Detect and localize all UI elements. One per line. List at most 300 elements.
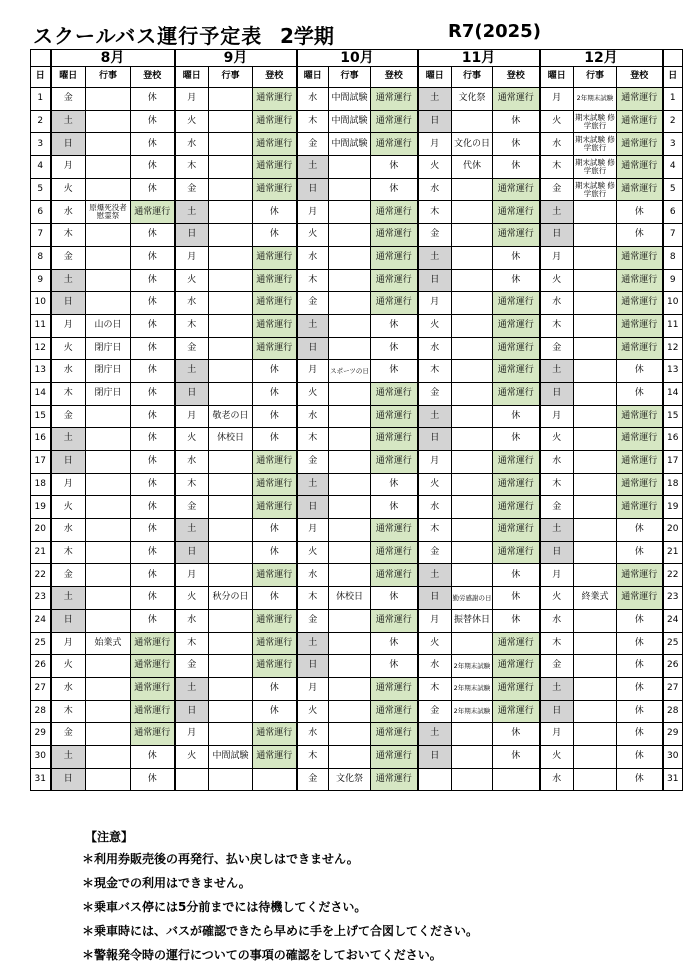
attendance-cell: 通常運行 (493, 224, 540, 247)
event-cell (86, 451, 131, 474)
weekday-cell: 月 (540, 723, 574, 746)
event-cell (209, 655, 253, 678)
event-cell (574, 768, 617, 791)
day-number: 14 (663, 382, 683, 405)
day-number: 25 (31, 632, 51, 655)
weekday-cell: 火 (418, 314, 452, 337)
attendance-cell: 休 (131, 382, 175, 405)
attendance-cell: 休 (131, 473, 175, 496)
event-cell: 文化祭 (329, 768, 371, 791)
weekday-column-header: 曜日 (540, 67, 574, 88)
attendance-cell: 休 (493, 745, 540, 768)
day-number: 20 (663, 519, 683, 542)
attendance-cell: 休 (253, 382, 297, 405)
weekday-cell: 金 (297, 609, 329, 632)
event-cell (86, 246, 131, 269)
event-cell (86, 677, 131, 700)
attendance-cell: 通常運行 (371, 292, 418, 315)
weekday-cell: 水 (297, 564, 329, 587)
attendance-cell: 通常運行 (617, 133, 663, 156)
table-row (31, 541, 683, 564)
event-cell (574, 337, 617, 360)
event-cell (574, 723, 617, 746)
attendance-cell: 通常運行 (371, 745, 418, 768)
weekday-cell: 火 (175, 269, 209, 292)
attendance-cell: 通常運行 (617, 292, 663, 315)
event-cell (329, 496, 371, 519)
month-header: 11月 (418, 50, 540, 67)
attendance-cell: 通常運行 (253, 451, 297, 474)
weekday-cell: 火 (540, 745, 574, 768)
attendance-cell: 通常運行 (131, 632, 175, 655)
day-number: 27 (31, 677, 51, 700)
weekday-cell: 金 (540, 178, 574, 201)
attendance-cell: 通常運行 (617, 564, 663, 587)
weekday-cell: 水 (540, 451, 574, 474)
event-cell (86, 156, 131, 179)
corner-cell (663, 50, 683, 67)
attendance-cell: 通常運行 (253, 156, 297, 179)
weekday-cell: 日 (540, 541, 574, 564)
corner-cell (31, 50, 51, 67)
weekday-cell: 火 (175, 428, 209, 451)
weekday-cell: 木 (540, 156, 574, 179)
event-cell: 期末試験 修学旅行 (574, 110, 617, 133)
attendance-cell: 通常運行 (253, 314, 297, 337)
table-row (31, 156, 683, 179)
attendance-cell: 休 (371, 587, 418, 610)
attendance-cell: 通常運行 (617, 473, 663, 496)
day-number: 29 (31, 723, 51, 746)
event-cell: 2年期末試験 (452, 700, 493, 723)
note-item: ＊利用券販売後の再発行、払い戻しはできません。 (82, 852, 359, 866)
event-cell (452, 178, 493, 201)
table-row (31, 405, 683, 428)
weekday-cell: 土 (51, 269, 86, 292)
day-number: 5 (663, 178, 683, 201)
weekday-cell: 日 (175, 382, 209, 405)
weekday-cell: 木 (175, 473, 209, 496)
weekday-cell: 土 (51, 745, 86, 768)
weekday-cell: 金 (297, 292, 329, 315)
day-number: 12 (663, 337, 683, 360)
attendance-cell: 休 (493, 269, 540, 292)
event-cell (86, 745, 131, 768)
attendance-cell: 通常運行 (253, 269, 297, 292)
weekday-cell: 土 (418, 88, 452, 111)
day-number: 8 (663, 246, 683, 269)
table-row (31, 519, 683, 542)
event-column-header: 行事 (209, 67, 253, 88)
attendance-cell: 休 (131, 292, 175, 315)
weekday-cell: 月 (297, 360, 329, 383)
event-cell (452, 745, 493, 768)
event-cell (574, 473, 617, 496)
event-cell: 山の日 (86, 314, 131, 337)
attendance-cell: 休 (131, 405, 175, 428)
weekday-cell: 日 (418, 745, 452, 768)
attendance-cell: 通常運行 (253, 655, 297, 678)
attendance-cell: 通常運行 (371, 133, 418, 156)
attendance-cell: 休 (131, 745, 175, 768)
day-number: 17 (31, 451, 51, 474)
weekday-cell: 月 (51, 156, 86, 179)
event-cell (209, 246, 253, 269)
day-number: 10 (31, 292, 51, 315)
day-number: 16 (663, 428, 683, 451)
day-number: 19 (663, 496, 683, 519)
event-cell: 振替休日 (452, 609, 493, 632)
attendance-cell: 通常運行 (617, 246, 663, 269)
month-header: 10月 (297, 50, 418, 67)
event-cell: 中間試験 (209, 745, 253, 768)
attendance-cell: 休 (617, 360, 663, 383)
table-row (31, 314, 683, 337)
weekday-cell: 日 (51, 768, 86, 791)
attendance-column-header: 登校 (253, 67, 297, 88)
attendance-cell: 通常運行 (493, 632, 540, 655)
event-column-header: 行事 (86, 67, 131, 88)
event-cell (329, 609, 371, 632)
weekday-cell: 金 (175, 496, 209, 519)
event-cell (86, 133, 131, 156)
attendance-cell: 休 (253, 360, 297, 383)
day-number: 20 (31, 519, 51, 542)
attendance-cell: 通常運行 (617, 405, 663, 428)
weekday-cell: 金 (540, 496, 574, 519)
attendance-cell: 通常運行 (493, 655, 540, 678)
attendance-cell: 通常運行 (493, 360, 540, 383)
day-number: 9 (663, 269, 683, 292)
weekday-cell: 水 (297, 723, 329, 746)
weekday-cell: 月 (297, 519, 329, 542)
table-row (31, 745, 683, 768)
attendance-cell: 休 (131, 269, 175, 292)
weekday-cell: 土 (51, 428, 86, 451)
weekday-cell: 金 (540, 337, 574, 360)
attendance-cell: 休 (371, 314, 418, 337)
weekday-cell: 火 (175, 745, 209, 768)
attendance-cell: 通常運行 (371, 451, 418, 474)
table-row (31, 201, 683, 224)
weekday-cell: 土 (418, 723, 452, 746)
attendance-cell: 通常運行 (493, 88, 540, 111)
weekday-cell: 日 (175, 700, 209, 723)
event-cell (209, 292, 253, 315)
weekday-cell: 水 (175, 133, 209, 156)
event-cell (86, 224, 131, 247)
attendance-cell: 休 (371, 360, 418, 383)
weekday-cell: 木 (418, 677, 452, 700)
event-cell: 休校日 (209, 428, 253, 451)
attendance-cell: 通常運行 (617, 337, 663, 360)
table-row (31, 587, 683, 610)
weekday-cell: 火 (418, 632, 452, 655)
weekday-cell: 金 (51, 88, 86, 111)
column-header-row (31, 67, 683, 88)
day-number: 29 (663, 723, 683, 746)
attendance-cell: 通常運行 (617, 587, 663, 610)
event-cell (574, 382, 617, 405)
attendance-cell: 休 (253, 587, 297, 610)
event-cell (329, 541, 371, 564)
day-number: 3 (31, 133, 51, 156)
weekday-cell: 水 (418, 178, 452, 201)
weekday-cell: 土 (418, 564, 452, 587)
attendance-cell: 休 (253, 677, 297, 700)
event-cell (329, 178, 371, 201)
attendance-cell: 休 (253, 700, 297, 723)
event-cell (86, 473, 131, 496)
page-title: スクールバス運行予定表 (33, 24, 263, 48)
note-item: ＊乗車時には、バスが確認できたら早めに手を上げて合図してください。 (82, 924, 479, 938)
attendance-cell: 通常運行 (371, 382, 418, 405)
weekday-cell: 水 (51, 519, 86, 542)
weekday-cell: 日 (175, 224, 209, 247)
weekday-cell: 木 (540, 314, 574, 337)
event-cell (209, 541, 253, 564)
attendance-cell: 休 (131, 88, 175, 111)
event-cell (86, 88, 131, 111)
weekday-cell: 月 (540, 564, 574, 587)
weekday-cell: 金 (418, 541, 452, 564)
weekday-cell: 金 (51, 723, 86, 746)
weekday-cell: 土 (297, 473, 329, 496)
attendance-cell: 通常運行 (493, 541, 540, 564)
attendance-cell: 通常運行 (493, 201, 540, 224)
weekday-cell: 月 (418, 609, 452, 632)
weekday-cell: 金 (540, 655, 574, 678)
day-number: 17 (663, 451, 683, 474)
attendance-cell: 休 (617, 519, 663, 542)
weekday-cell: 木 (297, 269, 329, 292)
event-column-header: 行事 (452, 67, 493, 88)
attendance-cell: 通常運行 (617, 451, 663, 474)
attendance-cell: 通常運行 (253, 496, 297, 519)
day-number: 27 (663, 677, 683, 700)
event-cell (86, 292, 131, 315)
event-cell (329, 655, 371, 678)
weekday-cell: 金 (51, 405, 86, 428)
day-number: 11 (31, 314, 51, 337)
attendance-cell: 通常運行 (493, 178, 540, 201)
day-number: 18 (31, 473, 51, 496)
attendance-cell: 通常運行 (371, 564, 418, 587)
attendance-cell: 通常運行 (253, 88, 297, 111)
weekday-cell: 土 (418, 405, 452, 428)
event-cell (209, 224, 253, 247)
attendance-cell: 休 (617, 768, 663, 791)
attendance-cell: 通常運行 (253, 609, 297, 632)
event-cell: 原爆死没者慰霊祭 (86, 201, 131, 224)
event-column-header: 行事 (329, 67, 371, 88)
event-cell (452, 292, 493, 315)
table-row (31, 337, 683, 360)
event-cell (209, 88, 253, 111)
event-cell (574, 360, 617, 383)
day-number: 9 (31, 269, 51, 292)
event-cell (209, 519, 253, 542)
weekday-cell (175, 768, 209, 791)
weekday-cell: 水 (297, 405, 329, 428)
weekday-cell: 土 (175, 360, 209, 383)
attendance-cell: 通常運行 (371, 428, 418, 451)
event-cell (86, 178, 131, 201)
event-cell (329, 519, 371, 542)
weekday-cell: 火 (540, 428, 574, 451)
bus-schedule-table (30, 49, 683, 791)
day-number: 13 (31, 360, 51, 383)
weekday-cell: 月 (175, 723, 209, 746)
table-row (31, 178, 683, 201)
day-number: 26 (31, 655, 51, 678)
event-cell (574, 632, 617, 655)
event-cell (209, 632, 253, 655)
weekday-cell: 火 (51, 178, 86, 201)
day-number: 7 (663, 224, 683, 247)
weekday-cell: 土 (540, 519, 574, 542)
attendance-column-header: 登校 (493, 67, 540, 88)
day-number: 1 (31, 88, 51, 111)
event-cell (574, 700, 617, 723)
month-header: 8月 (51, 50, 175, 67)
weekday-cell: 火 (297, 224, 329, 247)
event-cell (209, 178, 253, 201)
event-cell (574, 519, 617, 542)
event-cell (209, 677, 253, 700)
attendance-cell: 通常運行 (617, 110, 663, 133)
weekday-cell: 水 (51, 677, 86, 700)
day-number: 14 (31, 382, 51, 405)
weekday-cell: 日 (175, 541, 209, 564)
table-row (31, 246, 683, 269)
weekday-cell: 火 (418, 156, 452, 179)
attendance-cell: 通常運行 (371, 768, 418, 791)
attendance-cell: 休 (617, 745, 663, 768)
attendance-cell: 通常運行 (253, 632, 297, 655)
weekday-cell: 日 (51, 609, 86, 632)
event-cell (574, 655, 617, 678)
weekday-cell: 日 (540, 700, 574, 723)
event-cell (452, 428, 493, 451)
note-item: ＊乗車バス停には5分前までには待機してください。 (82, 900, 367, 914)
day-number: 30 (31, 745, 51, 768)
attendance-cell: 休 (493, 156, 540, 179)
event-cell (86, 723, 131, 746)
event-cell (209, 609, 253, 632)
attendance-cell: 通常運行 (371, 269, 418, 292)
weekday-cell: 月 (51, 473, 86, 496)
weekday-cell: 木 (51, 700, 86, 723)
event-cell (329, 246, 371, 269)
attendance-cell: 通常運行 (371, 541, 418, 564)
attendance-cell: 通常運行 (253, 564, 297, 587)
event-cell: スポーツの日 (329, 360, 371, 383)
attendance-cell: 通常運行 (493, 314, 540, 337)
event-cell: 敬老の日 (209, 405, 253, 428)
event-cell (329, 745, 371, 768)
event-cell (452, 246, 493, 269)
attendance-cell: 通常運行 (371, 110, 418, 133)
weekday-cell: 土 (175, 201, 209, 224)
event-cell (329, 156, 371, 179)
event-cell (574, 428, 617, 451)
attendance-cell: 通常運行 (617, 156, 663, 179)
attendance-cell: 通常運行 (371, 723, 418, 746)
attendance-cell: 休 (493, 246, 540, 269)
attendance-cell (493, 768, 540, 791)
attendance-cell: 通常運行 (617, 88, 663, 111)
event-cell (574, 745, 617, 768)
attendance-cell: 通常運行 (617, 428, 663, 451)
day-number: 28 (31, 700, 51, 723)
table-row (31, 269, 683, 292)
weekday-cell: 日 (51, 292, 86, 315)
event-cell: 2年期末試験 (574, 88, 617, 111)
day-number: 23 (663, 587, 683, 610)
attendance-cell: 休 (617, 201, 663, 224)
weekday-cell: 月 (540, 246, 574, 269)
weekday-cell: 木 (175, 632, 209, 655)
event-cell (209, 269, 253, 292)
event-cell (329, 677, 371, 700)
attendance-cell: 休 (371, 178, 418, 201)
table-row (31, 110, 683, 133)
attendance-cell: 通常運行 (253, 473, 297, 496)
event-cell (209, 337, 253, 360)
weekday-cell: 土 (418, 246, 452, 269)
event-cell (209, 473, 253, 496)
event-cell (86, 700, 131, 723)
table-row (31, 700, 683, 723)
attendance-cell: 休 (617, 700, 663, 723)
attendance-column-header: 登校 (131, 67, 175, 88)
weekday-cell: 木 (297, 745, 329, 768)
attendance-cell: 通常運行 (493, 496, 540, 519)
attendance-cell: 通常運行 (371, 519, 418, 542)
table-row (31, 609, 683, 632)
attendance-cell: 通常運行 (253, 337, 297, 360)
weekday-cell: 土 (175, 677, 209, 700)
weekday-cell: 木 (418, 519, 452, 542)
event-cell (329, 428, 371, 451)
weekday-cell: 水 (540, 133, 574, 156)
event-cell (209, 156, 253, 179)
event-cell (452, 768, 493, 791)
day-number: 2 (663, 110, 683, 133)
attendance-cell: 通常運行 (371, 201, 418, 224)
weekday-cell: 金 (175, 178, 209, 201)
attendance-cell: 休 (131, 314, 175, 337)
weekday-cell: 金 (175, 337, 209, 360)
weekday-cell: 水 (297, 88, 329, 111)
attendance-cell: 休 (371, 337, 418, 360)
weekday-cell: 土 (540, 360, 574, 383)
event-cell (329, 314, 371, 337)
weekday-cell (418, 768, 452, 791)
notes-section (82, 827, 478, 967)
attendance-cell: 休 (493, 564, 540, 587)
weekday-cell: 木 (175, 156, 209, 179)
attendance-cell: 通常運行 (131, 723, 175, 746)
weekday-cell: 月 (540, 405, 574, 428)
attendance-cell: 休 (493, 609, 540, 632)
event-cell (452, 314, 493, 337)
event-cell (86, 541, 131, 564)
weekday-cell: 水 (418, 337, 452, 360)
table-row (31, 677, 683, 700)
weekday-cell: 木 (51, 224, 86, 247)
